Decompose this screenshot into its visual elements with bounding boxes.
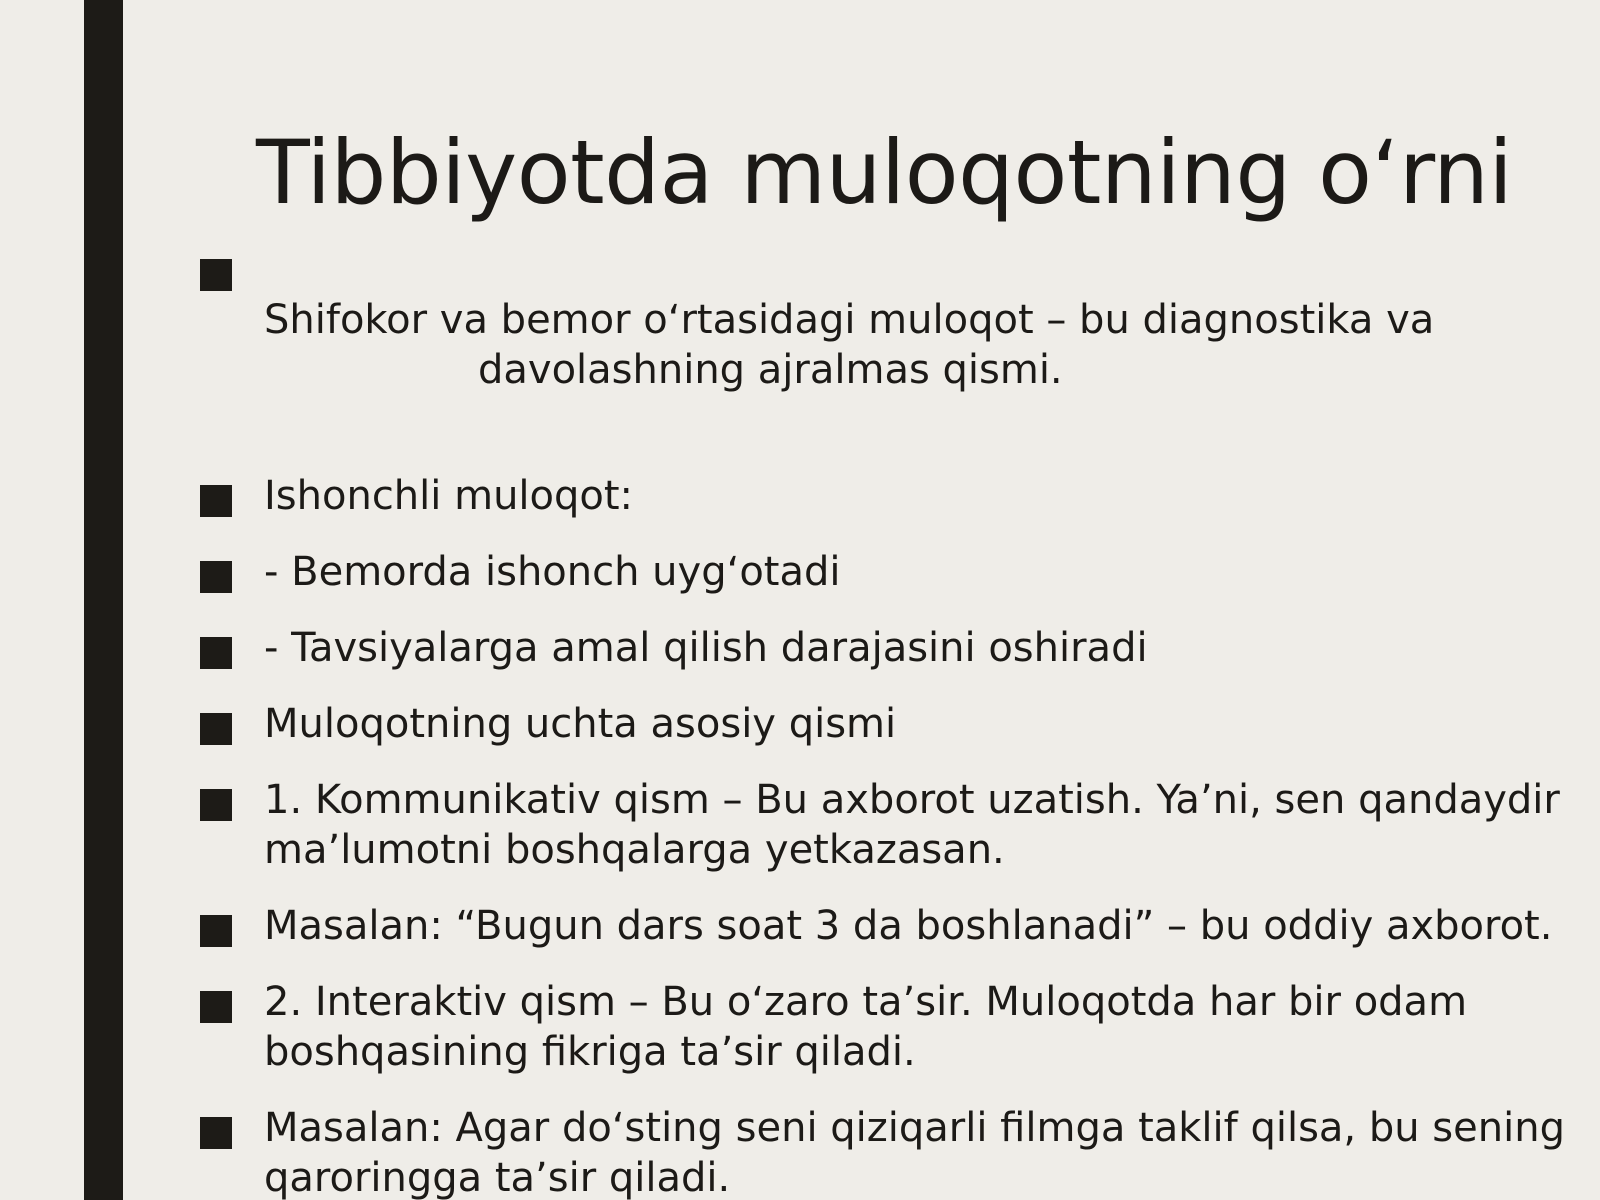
bullet-text: Muloqotning uchta asosiy qismi — [264, 701, 897, 747]
bullet-text-line: davolashning ajralmas qismi. — [478, 347, 1063, 393]
bullet-text: - Bemorda ishonch uyg‘otadi — [264, 549, 841, 595]
square-bullet-icon — [200, 1117, 232, 1149]
list-item — [200, 977, 1570, 1077]
bullet-text: Ishonchli muloqot: — [264, 473, 634, 519]
list-item — [200, 471, 1570, 521]
list-item — [200, 699, 1570, 749]
list-item — [200, 547, 1570, 597]
bullet-text: - Tavsiyalarga amal qilish darajasini oshiradi — [264, 625, 1148, 671]
square-bullet-icon — [200, 713, 232, 745]
list-item — [200, 623, 1570, 673]
bullet-text: 2. Interaktiv qism – Bu o‘zaro ta’sir. Muloqotda har bir odam boshqasining fikriga ta’sir qiladi. — [264, 979, 1468, 1075]
list-item — [200, 775, 1570, 875]
left-accent-bar — [84, 0, 123, 1200]
bullet-text: Masalan: “Bugun dars soat 3 da boshlanadi” – bu oddiy axborot. — [264, 903, 1553, 949]
square-bullet-icon — [200, 991, 232, 1023]
square-bullet-icon — [200, 637, 232, 669]
square-bullet-icon — [200, 561, 232, 593]
list-item — [200, 1103, 1570, 1200]
bullet-text: Masalan: Agar do‘sting seni qiziqarli filmga taklif qilsa, bu sening qaroringga ta’sir qiladi. — [264, 1105, 1565, 1200]
square-bullet-icon — [200, 915, 232, 947]
bullet-text-line: Shifokor va bemor o‘rtasidagi muloqot – bu diagnostika va — [264, 297, 1435, 343]
bullet-text — [264, 245, 1570, 445]
slide-title: Tibbiyotda muloqotning o‘rni — [256, 121, 1513, 224]
list-item — [200, 245, 1570, 445]
bullet-text: 1. Kommunikativ qism – Bu axborot uzatish. Ya’ni, sen qandaydir ma’lumotni boshqalarga yetkazasan. — [264, 777, 1560, 873]
square-bullet-icon — [200, 789, 232, 821]
square-bullet-icon — [200, 259, 232, 291]
list-item — [200, 901, 1570, 951]
square-bullet-icon — [200, 485, 232, 517]
bullet-list — [200, 245, 1570, 1200]
